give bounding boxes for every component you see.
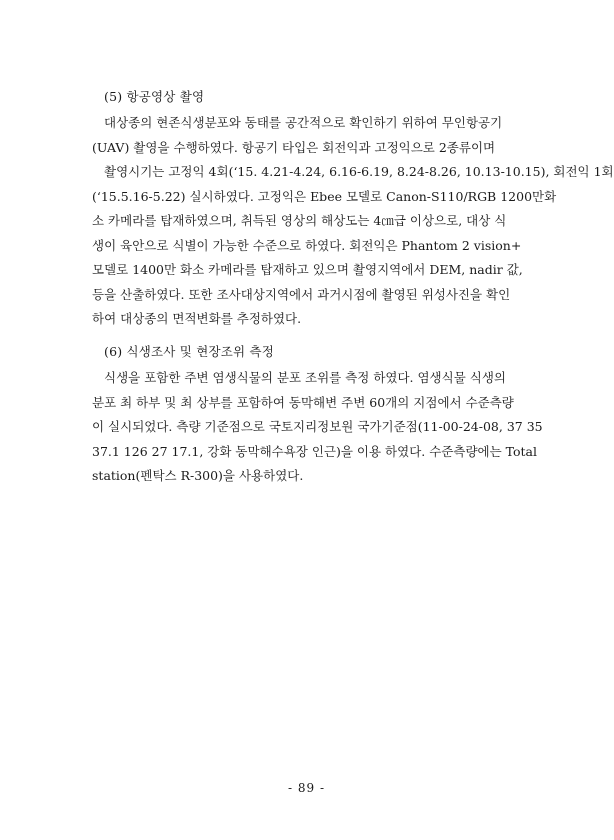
paragraph-uav-intro bbox=[92, 111, 537, 160]
text-line: 촬영시기는 고정익 4회(‘15. 4.21-4.24, 6.16-6.19, 8.24-8.26, 10.13-10.15), 회전익 1회 bbox=[104, 164, 614, 179]
text-line: (‘15.5.16-5.22) 실시하였다. 고정익은 Ebee 모델로 Canon-S110/RGB 1200만화 bbox=[92, 188, 557, 204]
text-line: 식생을 포함한 주변 염생식물의 분포 조위를 측정 하였다. 염생식물 식생의 bbox=[104, 370, 506, 385]
text-line: station(펜탁스 R-300)을 사용하였다. bbox=[92, 468, 304, 483]
text-line: 등을 산출하였다. 또한 조사대상지역에서 과거시점에 촬영된 위성사진을 확인 bbox=[92, 286, 511, 302]
section-heading-vegetation-survey: (6) 식생조사 및 현장조위 측정 bbox=[104, 344, 275, 359]
text-line: 생이 육안으로 식별이 가능한 수준으로 하였다. 회전익은 Phantom 2 vision+ bbox=[92, 237, 522, 253]
text-line: 하여 대상종의 면적변화를 추정하였다. bbox=[92, 311, 302, 326]
text-line: 대상종의 현존식생분포와 동태를 공간적으로 확인하기 위하여 무인항공기 bbox=[104, 115, 503, 130]
text-line: 모델로 1400만 화소 카메라를 탑재하고 있으며 촬영지역에서 DEM, nadir 값, bbox=[92, 262, 523, 277]
text-line: 37.1 126 27 17.1, 강화 동막해수욕장 인근)을 이용 하였다. 수준측량에는 Total bbox=[92, 443, 538, 459]
page-number: - 89 - bbox=[287, 781, 325, 795]
paragraph-vegetation-survey bbox=[92, 366, 543, 489]
text-line: (UAV) 촬영을 수행하였다. 항공기 타입은 회전익과 고정익으로 2종류이며 bbox=[92, 139, 496, 155]
text-line: 분포 최 하부 및 최 상부를 포함하여 동막해변 주변 60개의 지점에서 수준측량 bbox=[92, 394, 514, 410]
text-line: 소 카메라를 탑재하였으며, 취득된 영상의 해상도는 4㎝급 이상으로, 대상 식 bbox=[92, 213, 507, 228]
text-line: 이 실시되었다. 측량 기준점으로 국토지리정보원 국가기준점(11-00-24-08, 37 35 bbox=[92, 419, 543, 434]
paragraph-uav-details bbox=[92, 160, 614, 332]
section-heading-aerial-imaging: (5) 항공영상 촬영 bbox=[104, 89, 205, 104]
